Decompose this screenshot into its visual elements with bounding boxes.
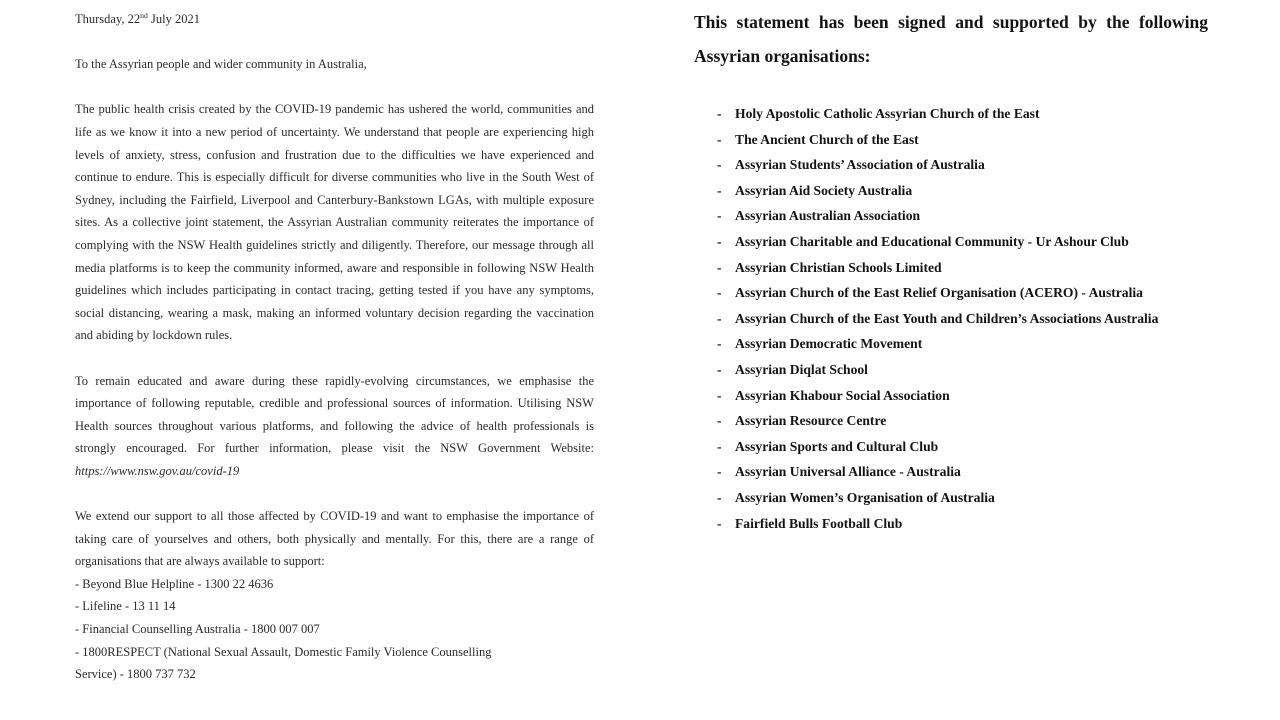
list-dash-bullet: - — [717, 157, 722, 173]
helpline-line: - Lifeline - 13 11 14 — [75, 599, 176, 614]
organisation-item — [694, 383, 1208, 409]
list-dash-bullet: - — [717, 387, 722, 403]
signatories-column — [694, 5, 1208, 536]
organisation-item — [694, 485, 1208, 511]
organisation-item — [694, 229, 1208, 255]
organisation-item — [694, 255, 1208, 281]
organisation-item — [694, 434, 1208, 460]
list-dash-bullet: - — [717, 182, 722, 198]
organisation-name: Assyrian Students’ Association of Australia — [735, 157, 985, 173]
organisation-item — [694, 101, 1208, 127]
list-dash-bullet: - — [717, 285, 722, 301]
helpline-line: Service) - 1800 737 732 — [75, 667, 196, 682]
helpline-list — [75, 573, 594, 686]
list-dash-bullet: - — [717, 310, 722, 326]
list-dash-bullet: - — [717, 106, 722, 121]
helpline-line: - 1800RESPECT (National Sexual Assault, Domestic Family Violence Counselling — [75, 644, 492, 659]
organisation-item — [694, 357, 1208, 383]
organisation-name: Assyrian Resource Centre — [735, 413, 887, 429]
organisation-list — [694, 101, 1208, 536]
list-dash-bullet: - — [717, 233, 722, 249]
organisation-item — [694, 511, 1208, 537]
organisation-item — [694, 408, 1208, 434]
list-dash-bullet: - — [717, 361, 722, 377]
list-dash-bullet: - — [717, 489, 722, 505]
organisation-name: Fairfield Bulls Football Club — [735, 515, 903, 531]
list-dash-bullet: - — [717, 515, 722, 531]
list-dash-bullet: - — [717, 413, 722, 429]
organisation-name: Assyrian Church of the East Relief Organisation (ACERO) - Australia — [735, 285, 1143, 301]
signatories-heading-line2: Assyrian organisations: — [694, 46, 871, 66]
organisation-item — [694, 203, 1208, 229]
organisation-item — [694, 280, 1208, 306]
organisation-name: Holy Apostolic Catholic Assyrian Church of the East — [735, 106, 1040, 121]
organisation-item — [694, 306, 1208, 332]
signatories-heading-line1: This statement has been signed and supported by the following — [694, 12, 1208, 32]
letter-paragraph-info-text: To remain educated and aware during these rapidly-evolving circumstances, we emphasise the importance of following reputable, credible and professional sources of information. Utilising NSW Health sources throughout various platforms, and following the advice of health professionals is strongly encouraged. For further information, please visit the NSW Government Website: — [75, 373, 594, 456]
organisation-name: Assyrian Women’s Organisation of Australia — [735, 489, 995, 505]
list-dash-bullet: - — [717, 259, 722, 275]
list-dash-bullet: - — [717, 208, 722, 224]
letter-paragraph-main: The public health crisis created by the COVID-19 pandemic has ushered the world, communities and life as we know it into a new period of uncertainty. We understand that people are experiencing high levels of anxiety, stress, confusion and frustration due to the difficulties we have experienced and continue to endure. This is especially difficult for diverse communities who live in the South West of Sydney, including the Fairfield, Liverpool and Canterbury-Bankstown LGAs, with multiple exposure sites. As a collective joint statement, the Assyrian Australian community reiterates the importance of complying with the NSW Health guidelines strictly and diligently. Therefore, our message through all media platforms is to keep the community informed, aware and responsible in following NSW Health guidelines which includes participating in contact tracing, getting tested if you have any symptoms, social distancing, wearing a mask, making an informed voluntary decision regarding the vaccination and abiding by lockdown rules. — [75, 102, 594, 343]
letter-paragraph-info — [75, 370, 594, 483]
signatories-heading — [694, 5, 1208, 73]
organisation-item — [694, 127, 1208, 153]
organisation-name: Assyrian Aid Society Australia — [735, 182, 913, 198]
letter-paragraph-support: We extend our support to all those affected by COVID-19 and want to emphasise the importance of taking care of yourselves and others, both physically and mentally. For this, there are a range of organisations that are always available to support: — [75, 509, 594, 569]
organisation-name: Assyrian Christian Schools Limited — [735, 259, 942, 275]
list-dash-bullet: - — [717, 131, 722, 147]
organisation-name: Assyrian Diqlat School — [735, 361, 868, 377]
helpline-line: - Beyond Blue Helpline - 1300 22 4636 — [75, 576, 274, 591]
organisation-name: The Ancient Church of the East — [735, 131, 919, 147]
organisation-name: Assyrian Khabour Social Association — [735, 387, 950, 403]
helpline-line: - Financial Counselling Australia - 1800 007 007 — [75, 622, 320, 637]
organisation-name: Assyrian Australian Association — [735, 208, 921, 224]
organisation-name: Assyrian Democratic Movement — [735, 336, 923, 352]
organisation-item — [694, 459, 1208, 485]
letter-date-day: Thursday, 22 — [75, 12, 141, 26]
organisation-name: Assyrian Sports and Cultural Club — [735, 438, 939, 454]
organisation-name: Assyrian Charitable and Educational Community - Ur Ashour Club — [735, 233, 1129, 249]
letter-date-ordinal: nd — [140, 10, 148, 20]
list-dash-bullet: - — [717, 464, 722, 480]
organisation-name: Assyrian Church of the East Youth and Children’s Associations Australia — [735, 310, 1159, 326]
letter-column — [75, 8, 594, 686]
organisation-item — [694, 178, 1208, 204]
letter-salutation: To the Assyrian people and wider community in Australia, — [75, 57, 367, 72]
organisation-item — [694, 331, 1208, 357]
letter-date — [75, 8, 594, 31]
organisation-name: Assyrian Universal Alliance - Australia — [735, 464, 961, 480]
list-dash-bullet: - — [717, 336, 722, 352]
organisation-item — [694, 152, 1208, 178]
covid-info-url: https://www.nsw.gov.au/covid-19 — [75, 463, 240, 478]
list-dash-bullet: - — [717, 438, 722, 454]
letter-date-month-year: July 2021 — [147, 12, 200, 26]
